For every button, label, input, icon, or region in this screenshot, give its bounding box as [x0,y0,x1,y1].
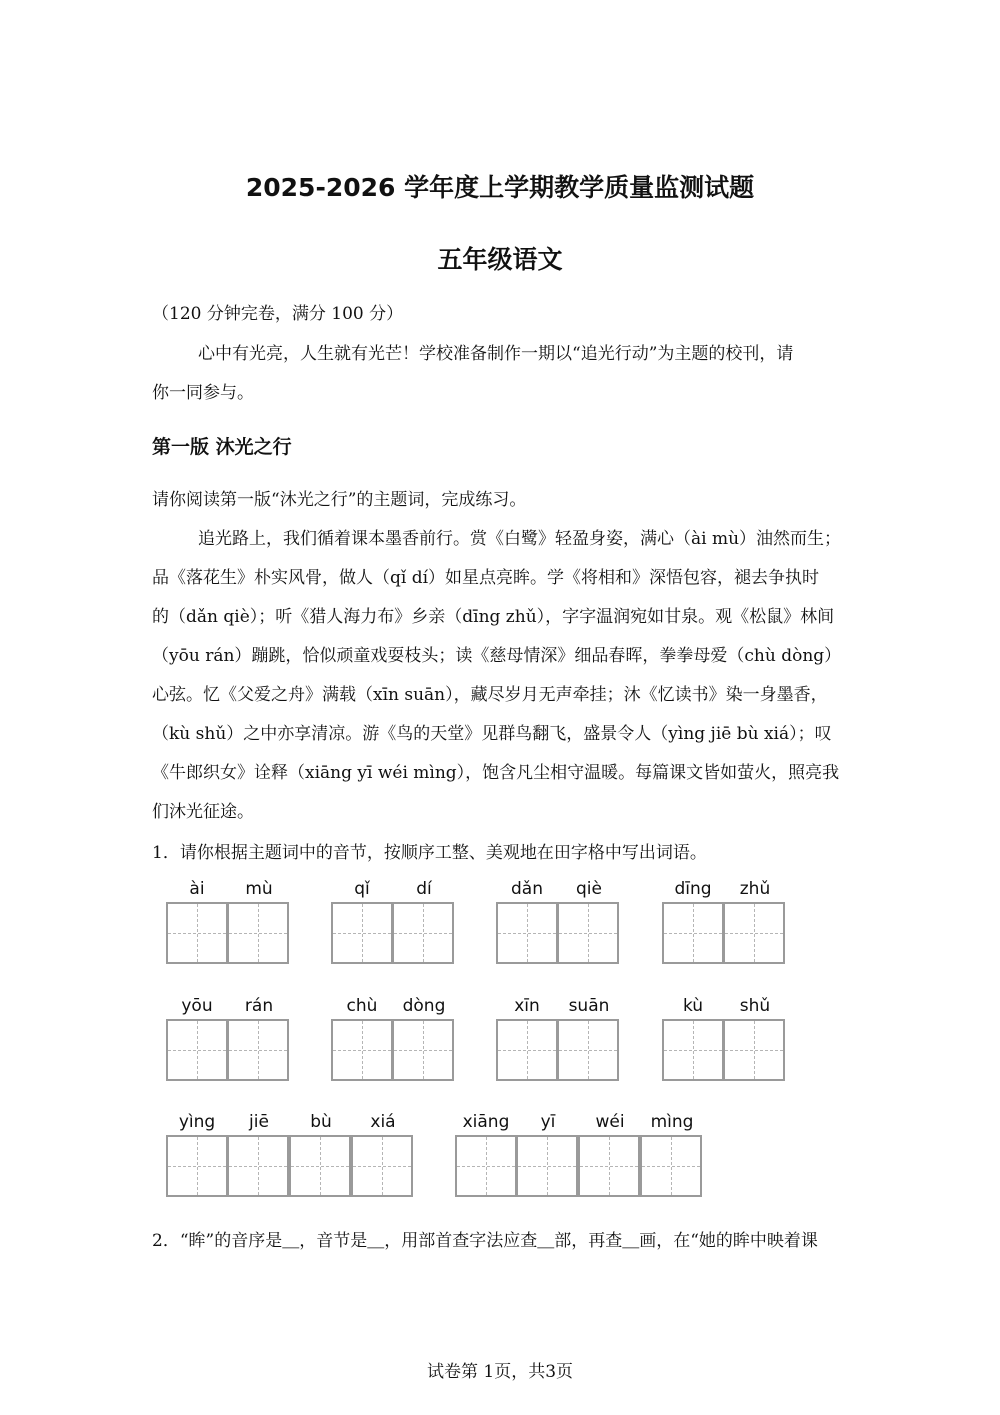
writing-box[interactable] [331,902,393,964]
writing-box[interactable] [640,1135,702,1197]
tianzige-group-6 [331,993,455,1081]
passage-line-3: 的（dǎn qiè）；听《猎人海力布》乡亲（dīng zhǔ），字字温润宛如甘泉。观《松鼠》林间 [152,607,835,627]
passage-line-6: （kù shǔ）之中亦享清凉。游《鸟的天堂》见群鸟翻飞，盛景令人（yìng jiē bù xiá）；叹 [152,724,832,744]
pinyin-label: shǔ [739,996,771,1016]
writing-box[interactable] [351,1135,413,1197]
tianzige-group-7 [496,993,620,1081]
writing-box[interactable] [166,1135,228,1197]
writing-box[interactable] [662,902,724,964]
pinyin-label: dīng [674,879,712,899]
exam-title: 2025-2026 学年度上学期教学质量监测试题 [245,173,755,202]
pinyin-label: bù [310,1112,332,1132]
pinyin-label: wéi [595,1112,625,1132]
pinyin-label: yōu [181,996,213,1016]
passage-line-4: （yōu rán）蹦跳，恰似顽童戏耍枝头；读《慈母情深》细品春晖，拳拳母爱（chù dòng） [152,646,842,666]
writing-box[interactable] [578,1135,640,1197]
writing-box[interactable] [557,902,619,964]
pinyin-label: dí [416,879,432,899]
writing-box[interactable] [662,1019,724,1081]
tianzige-group-1 [166,876,290,964]
exam-info: （120 分钟完卷，满分 100 分） [152,304,404,324]
pinyin-label: qiè [576,879,602,899]
passage-line-7: 《牛郎织女》诠释（xiāng yī wéi mìng），饱含凡尘相守温暖。每篇课文皆如萤火，照亮我 [152,763,840,783]
pinyin-label: rán [244,996,274,1016]
writing-box[interactable] [227,1135,289,1197]
intro-line-2: 你一同参与。 [152,383,254,403]
passage-line-2: 品《落花生》朴实风骨，做人（qǐ dí）如星点亮眸。学《将相和》深悟包容，褪去争执时 [152,568,820,588]
pinyin-label: mìng [650,1112,694,1132]
intro-line-1: 心中有光亮，人生就有光芒！学校准备制作一期以“追光行动”为主题的校刊，请 [198,344,794,364]
writing-box[interactable] [331,1019,393,1081]
writing-box[interactable] [496,1019,558,1081]
writing-box[interactable] [557,1019,619,1081]
passage-line-5: 心弦。忆《父爱之舟》满载（xīn suān），藏尽岁月无声牵挂；沐《忆读书》染一身墨香， [152,685,828,705]
pinyin-label: dòng [402,996,446,1016]
pinyin-label: kù [682,996,704,1016]
pinyin-label: yī [540,1112,556,1132]
tianzige-group-4 [662,876,786,964]
question-2: 2．“眸”的音序是＿，音节是＿，用部首查字法应查＿部，再查＿画，在“她的眸中映着课 [152,1231,818,1251]
pinyin-label: xīn [514,996,540,1016]
pinyin-label: mù [245,879,273,899]
writing-box[interactable] [392,1019,454,1081]
pinyin-label: chù [346,996,378,1016]
tianzige-group-10 [455,1109,703,1197]
pinyin-label: yìng [178,1112,216,1132]
pinyin-label: qǐ [354,879,370,899]
writing-box[interactable] [455,1135,517,1197]
writing-box[interactable] [289,1135,351,1197]
writing-box[interactable] [227,902,289,964]
passage-line-1: 追光路上，我们循着课本墨香前行。赏《白鹭》轻盈身姿，满心（ài mù）油然而生； [198,529,842,549]
writing-box[interactable] [392,902,454,964]
question-1: 1．请你根据主题词中的音节，按顺序工整、美观地在田字格中写出词语。 [152,843,707,863]
writing-box[interactable] [166,902,228,964]
section-title: 第一版 沐光之行 [152,436,292,458]
pinyin-label: suān [568,996,610,1016]
pinyin-label: zhǔ [739,879,771,899]
exam-subtitle: 五年级语文 [437,245,563,274]
tianzige-group-9 [166,1109,414,1197]
tianzige-group-5 [166,993,290,1081]
tianzige-group-2 [331,876,455,964]
pinyin-label: xiá [370,1112,396,1132]
pinyin-label: xiāng [462,1112,510,1132]
page-footer: 试卷第 1页，共3页 [426,1362,574,1382]
writing-box[interactable] [723,902,785,964]
pinyin-label: dǎn [511,879,543,899]
pinyin-label: ài [189,879,205,899]
tianzige-group-8 [662,993,786,1081]
writing-box[interactable] [496,902,558,964]
passage-line-8: 们沐光征途。 [152,802,254,822]
writing-box[interactable] [227,1019,289,1081]
writing-box[interactable] [723,1019,785,1081]
pinyin-label: jiē [249,1112,269,1132]
tianzige-group-3 [496,876,620,964]
instruction: 请你阅读第一版“沐光之行”的主题词，完成练习。 [152,490,527,510]
writing-box[interactable] [516,1135,578,1197]
writing-box[interactable] [166,1019,228,1081]
